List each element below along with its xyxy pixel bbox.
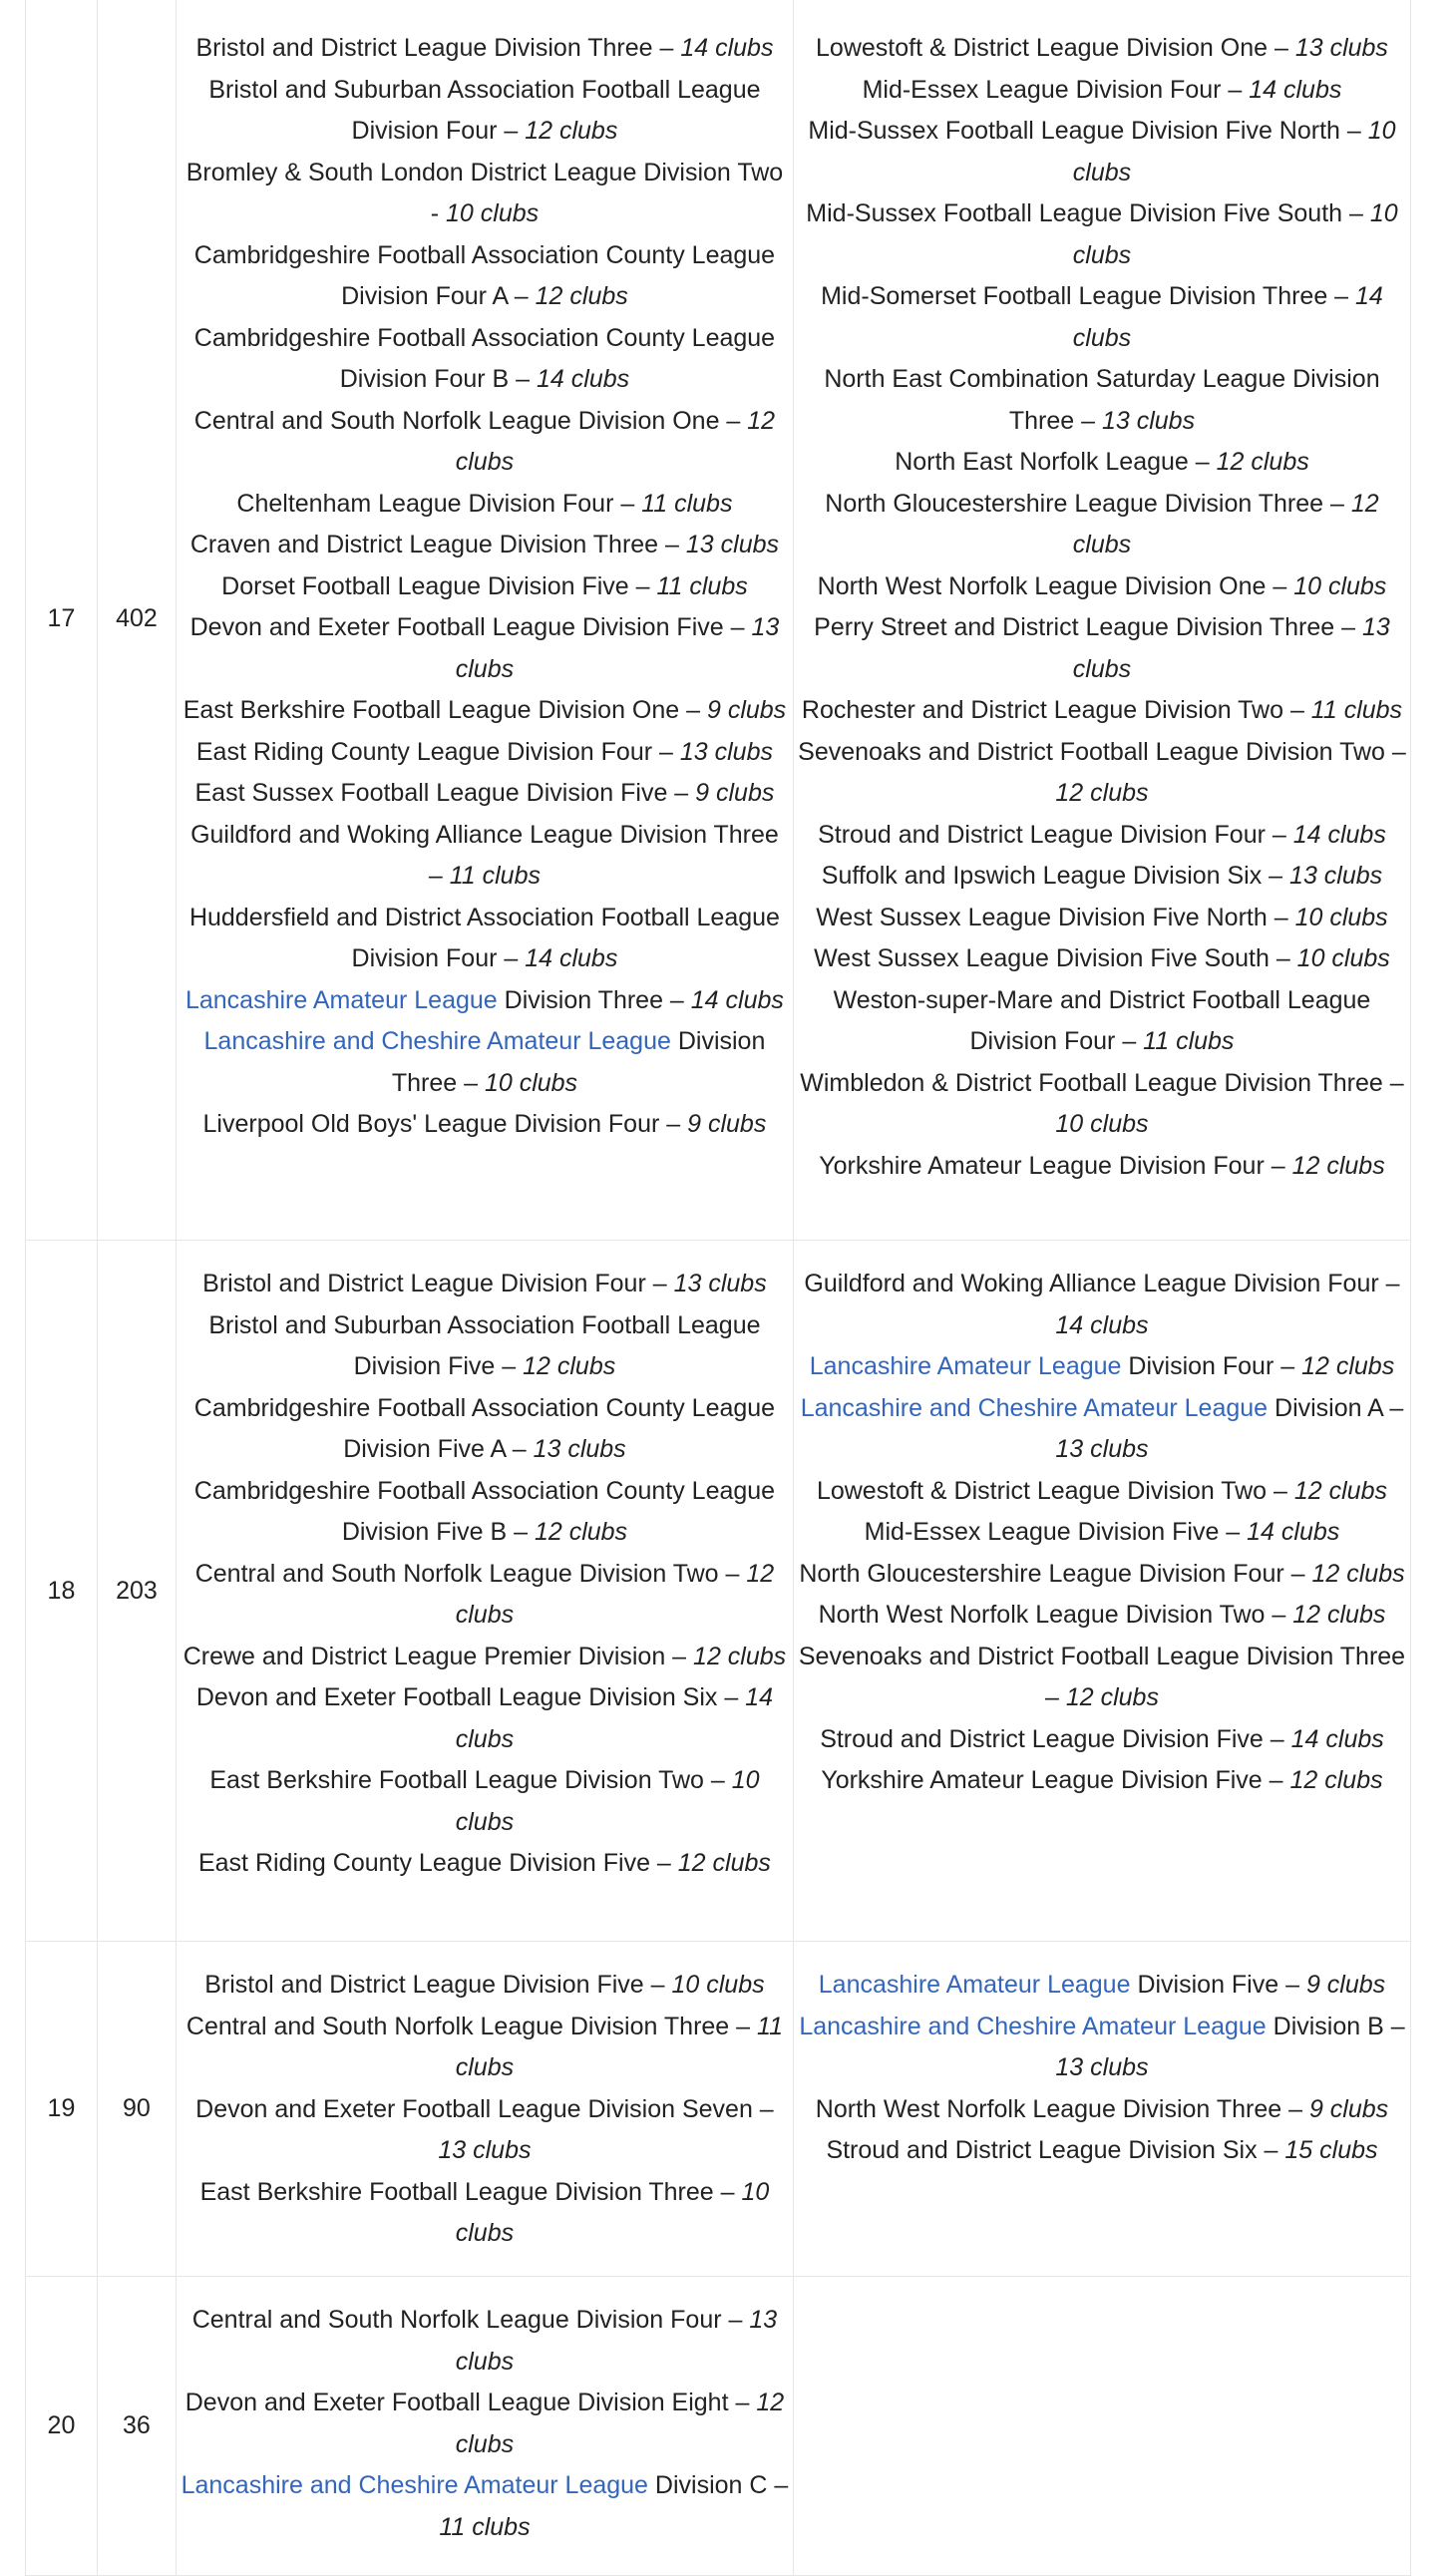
club-count: 9 clubs <box>706 696 787 724</box>
league-name: Central and South Norfolk League Division One – <box>193 406 748 435</box>
league-entry <box>181 1760 789 1843</box>
club-count: 13 clubs <box>685 531 780 558</box>
club-count: 15 clubs <box>1284 2136 1378 2164</box>
league-name: Bromley & South London District League Division Two - <box>185 158 784 227</box>
league-name: Bristol and Suburban Association Football League Division Four – <box>208 75 761 145</box>
league-name: Stroud and District League Division Four – <box>818 820 1293 849</box>
league-list <box>177 1264 793 1885</box>
club-count: 14 clubs <box>525 944 618 972</box>
club-count: 12 clubs <box>455 406 776 476</box>
league-entry <box>798 2130 1406 2172</box>
club-count: 12 clubs <box>1065 1683 1159 1711</box>
club-count: 13 clubs <box>455 2306 778 2376</box>
club-count: 11 clubs <box>455 2012 783 2081</box>
club-count: 12 clubs <box>1301 1352 1395 1380</box>
step-number: 19 <box>26 1942 98 2277</box>
league-name: Division C – <box>647 2471 789 2499</box>
club-count: 14 clubs <box>1292 820 1386 849</box>
league-name: Mid-Somerset Football League Division Three – <box>821 282 1356 310</box>
total-clubs: 36 <box>97 2277 176 2576</box>
league-name: Craven and District League Division Three – <box>189 531 686 558</box>
league-entry <box>798 898 1406 939</box>
league-name: East Riding County League Division Five – <box>197 1849 678 1877</box>
league-entry <box>798 1595 1406 1637</box>
league-entry <box>798 111 1406 193</box>
league-entry <box>181 401 789 484</box>
league-entry <box>798 815 1406 857</box>
club-count: 14 clubs <box>1055 1310 1149 1339</box>
leagues-left-column <box>176 1241 793 1942</box>
league-name: Division Five – <box>1130 1971 1306 1999</box>
league-entry <box>181 484 789 526</box>
club-count: 10 clubs <box>671 1971 765 1999</box>
league-name: West Sussex League Division Five North – <box>816 903 1295 931</box>
league-name: Division Three – <box>391 1027 766 1097</box>
club-count: 11 clubs <box>656 571 748 600</box>
table-body <box>26 0 1411 2576</box>
leagues-right-column <box>793 1942 1410 2277</box>
league-entry <box>798 690 1406 732</box>
league-name: Devon and Exeter Football League Division Seven – <box>195 2094 774 2123</box>
league-name: Crewe and District League Premier Division – <box>182 1642 694 1670</box>
league-entry <box>181 607 789 690</box>
league-name: Devon and Exeter Football League Division Six – <box>195 1683 746 1711</box>
club-count: 9 clubs <box>1305 1971 1386 1999</box>
club-count: 12 clubs <box>455 2389 785 2458</box>
league-list <box>177 1965 793 2255</box>
club-count: 12 clubs <box>677 1849 771 1877</box>
league-entry <box>181 235 789 318</box>
club-count: 14 clubs <box>690 985 784 1014</box>
step-number: 18 <box>26 1241 98 1942</box>
league-name: Bristol and Suburban Association Football League Division Five – <box>208 1310 761 1380</box>
league-link[interactable]: Lancashire Amateur League <box>184 985 498 1014</box>
league-name: Mid-Essex League Division Four – <box>862 75 1250 104</box>
league-name: North West Norfolk League Division One – <box>817 571 1294 600</box>
league-name: Division Three – <box>497 985 691 1014</box>
league-list <box>794 1264 1410 1802</box>
club-count: 11 clubs <box>1310 696 1403 724</box>
club-count: 10 clubs <box>1294 903 1388 931</box>
league-entry <box>181 1471 789 1554</box>
league-name: Mid-Sussex Football League Division Five South – <box>806 199 1370 227</box>
league-entry <box>181 2007 789 2089</box>
league-name: Dorset Football League Division Five – <box>221 571 657 600</box>
league-name: Central and South Norfolk League Division Three – <box>185 2012 758 2040</box>
league-entry <box>181 1264 789 1305</box>
total-clubs: 402 <box>97 0 176 1241</box>
league-name: Lowestoft & District League Division Two – <box>816 1476 1294 1505</box>
club-count: 10 clubs <box>1072 199 1398 269</box>
league-name: East Sussex Football League Division Five – <box>194 779 696 807</box>
league-entry <box>181 2089 789 2172</box>
table-row <box>26 1241 1411 1942</box>
league-entry <box>181 28 789 70</box>
table-row <box>26 2277 1411 2576</box>
club-count: 12 clubs <box>1055 779 1149 807</box>
league-name: West Sussex League Division Five South – <box>814 944 1297 972</box>
club-count: 9 clubs <box>687 1110 767 1138</box>
club-count: 14 clubs <box>680 34 774 62</box>
table-row <box>26 0 1411 1241</box>
league-name: North Gloucestershire League Division Three – <box>825 489 1351 518</box>
leagues-left-column <box>176 2277 793 2576</box>
club-count: 10 clubs <box>1055 1110 1149 1138</box>
league-name: North Gloucestershire League Division Four – <box>799 1559 1312 1588</box>
club-count: 13 clubs <box>1101 406 1196 435</box>
league-name: Guildford and Woking Alliance League Division Three – <box>190 820 779 890</box>
league-name: East Riding County League Division Four – <box>195 737 680 766</box>
club-count: 14 clubs <box>1290 1724 1384 1753</box>
league-name: East Berkshire Football League Division Three – <box>199 2177 742 2206</box>
league-name: North West Norfolk League Division Two – <box>818 1601 1293 1629</box>
league-name: Division B – <box>1266 2012 1405 2040</box>
league-name: East Berkshire Football League Division One – <box>182 696 707 724</box>
club-count: 13 clubs <box>533 1435 626 1463</box>
club-count: 12 clubs <box>1289 1766 1383 1794</box>
league-entry <box>798 1471 1406 1513</box>
league-entry <box>181 1965 789 2007</box>
league-name: North West Norfolk League Division Three – <box>815 2094 1309 2123</box>
club-count: 14 clubs <box>1247 1518 1340 1546</box>
league-entry <box>798 1146 1406 1188</box>
club-count: 12 clubs <box>525 117 618 145</box>
league-name: North East Norfolk League – <box>895 448 1217 476</box>
league-entry <box>181 1677 789 1760</box>
league-link[interactable]: Lancashire Amateur League <box>818 1971 1131 1999</box>
league-entry <box>181 1388 789 1471</box>
league-entry <box>181 690 789 732</box>
league-list <box>794 1965 1410 2172</box>
club-count: 10 clubs <box>484 1068 578 1097</box>
league-entry <box>798 607 1406 690</box>
league-list <box>177 2300 793 2548</box>
leagues-right-column <box>793 1241 1410 1942</box>
league-entry <box>181 2172 789 2255</box>
league-entry <box>181 732 789 774</box>
league-entry <box>798 2089 1406 2131</box>
club-count: 12 clubs <box>1311 1559 1405 1588</box>
club-count: 14 clubs <box>455 1683 774 1753</box>
club-count: 12 clubs <box>535 282 628 310</box>
leagues-left-column <box>176 1942 793 2277</box>
club-count: 11 clubs <box>641 489 733 518</box>
league-name: Weston-super-Mare and District Football League Division Four – <box>833 985 1371 1055</box>
club-count: 12 clubs <box>1072 489 1379 558</box>
league-name: Bristol and District League Division Three – <box>195 34 681 62</box>
league-entry <box>798 1719 1406 1761</box>
league-name: Devon and Exeter Football League Division Eight – <box>184 2389 757 2416</box>
league-entry <box>181 1021 789 1104</box>
total-clubs: 90 <box>97 1942 176 2277</box>
leagues-right-column <box>793 0 1410 1241</box>
league-entry <box>798 732 1406 815</box>
league-link[interactable]: Lancashire Amateur League <box>809 1352 1122 1380</box>
league-name: Division Four – <box>1121 1352 1302 1380</box>
league-name: Liverpool Old Boys' League Division Four – <box>202 1110 688 1138</box>
league-entry <box>798 1760 1406 1802</box>
club-count: 13 clubs <box>455 613 780 683</box>
league-name: Sevenoaks and District Football League Division Two – <box>798 737 1406 766</box>
league-entry <box>181 2383 789 2465</box>
table-row <box>26 1942 1411 2277</box>
league-entry <box>181 773 789 815</box>
club-count: 14 clubs <box>537 365 630 393</box>
league-entry <box>798 359 1406 442</box>
league-entry <box>181 2465 789 2548</box>
league-name: Stroud and District League Division Six – <box>826 2136 1285 2164</box>
league-entry <box>181 980 789 1022</box>
leagues-right-column <box>793 2277 1410 2576</box>
league-name: Division A – <box>1268 1393 1404 1422</box>
league-name: Devon and Exeter Football League Division Five – <box>189 613 752 641</box>
league-name: Guildford and Woking Alliance League Division Four – <box>804 1270 1400 1297</box>
league-name: Rochester and District League Division Two – <box>801 696 1311 724</box>
league-name: Central and South Norfolk League Division Two – <box>194 1559 747 1588</box>
step-number: 20 <box>26 2277 98 2576</box>
club-count: 13 clubs <box>438 2136 532 2164</box>
club-count: 13 clubs <box>1294 34 1388 62</box>
club-count: 13 clubs <box>673 1270 767 1297</box>
league-link[interactable]: Lancashire and Cheshire Amateur League <box>799 2012 1267 2040</box>
club-count: 13 clubs <box>679 737 773 766</box>
league-name: North East Combination Saturday League Division Three – <box>824 365 1380 435</box>
league-name: Cambridgeshire Football Association County League Division Five A – <box>193 1393 776 1463</box>
league-entry <box>181 1637 789 1678</box>
league-entry <box>798 938 1406 980</box>
club-count: 10 clubs <box>1296 944 1390 972</box>
league-name: Bristol and District League Division Five – <box>204 1971 672 1999</box>
league-entry <box>181 1104 789 1146</box>
club-count: 12 clubs <box>1293 1476 1387 1505</box>
league-entry <box>181 815 789 898</box>
club-count: 12 clubs <box>455 1559 775 1629</box>
league-name: Cambridgeshire Football Association County League Division Four A – <box>193 240 776 310</box>
club-count: 9 clubs <box>695 779 775 807</box>
league-entry <box>798 856 1406 898</box>
league-entry <box>798 1388 1406 1471</box>
club-count: 10 clubs <box>455 2177 770 2247</box>
league-link[interactable]: Lancashire and Cheshire Amateur League <box>181 2471 648 2499</box>
league-entry <box>798 1264 1406 1346</box>
league-name: Perry Street and District League Division Three – <box>814 613 1362 641</box>
league-name: Lowestoft & District League Division One – <box>816 34 1295 62</box>
league-name: Mid-Essex League Division Five – <box>864 1518 1248 1546</box>
club-count: 12 clubs <box>693 1642 787 1670</box>
league-entry <box>181 1554 789 1637</box>
total-clubs: 203 <box>97 1241 176 1942</box>
club-count: 11 clubs <box>1143 1027 1235 1055</box>
league-entry <box>181 898 789 980</box>
club-count: 9 clubs <box>1308 2094 1389 2123</box>
leagues-left-column <box>176 0 793 1241</box>
club-count: 11 clubs <box>449 862 541 890</box>
league-entry <box>798 28 1406 70</box>
league-link[interactable]: Lancashire and Cheshire Amateur League <box>203 1027 671 1055</box>
league-entry <box>798 442 1406 484</box>
club-count: 13 clubs <box>1289 862 1383 890</box>
league-entry <box>798 980 1406 1063</box>
club-count: 12 clubs <box>534 1518 628 1546</box>
league-entry <box>181 70 789 153</box>
league-name: Mid-Sussex Football League Division Five North – <box>808 117 1368 145</box>
league-entry <box>798 1554 1406 1596</box>
league-entry <box>181 525 789 566</box>
league-name: Wimbledon & District Football League Division Three – <box>800 1068 1404 1097</box>
club-count: 14 clubs <box>1249 75 1342 104</box>
club-count: 13 clubs <box>1072 613 1390 683</box>
league-name: Cheltenham League Division Four – <box>236 489 642 518</box>
league-name: Stroud and District League Division Five – <box>820 1724 1291 1753</box>
league-entry <box>181 318 789 401</box>
club-count: 13 clubs <box>1055 2053 1149 2081</box>
league-entry <box>798 1346 1406 1388</box>
league-entry <box>798 276 1406 359</box>
league-name: Cambridgeshire Football Association County League Division Four B – <box>193 323 776 393</box>
club-count: 12 clubs <box>1216 448 1309 476</box>
club-count: 10 clubs <box>1293 571 1387 600</box>
league-name: Suffolk and Ipswich League Division Six – <box>821 862 1290 890</box>
club-count: 10 clubs <box>1072 117 1396 186</box>
league-entry <box>798 1512 1406 1554</box>
league-entry <box>798 484 1406 566</box>
club-count: 13 clubs <box>1055 1435 1149 1463</box>
step-number: 17 <box>26 0 98 1241</box>
league-name: Yorkshire Amateur League Division Five – <box>821 1766 1290 1794</box>
league-link[interactable]: Lancashire and Cheshire Amateur League <box>800 1393 1269 1422</box>
club-count: 12 clubs <box>523 1352 616 1380</box>
league-entry <box>798 1637 1406 1719</box>
league-entry <box>181 153 789 235</box>
league-entry <box>181 2300 789 2383</box>
league-list <box>794 28 1410 1187</box>
club-count: 11 clubs <box>439 2512 531 2541</box>
league-name: Yorkshire Amateur League Division Four – <box>819 1151 1292 1180</box>
club-count: 14 clubs <box>1072 282 1383 352</box>
club-count: 10 clubs <box>455 1766 760 1836</box>
league-name: Bristol and District League Division Four – <box>202 1270 674 1297</box>
club-count: 12 clubs <box>1291 1151 1385 1180</box>
league-list <box>177 28 793 1146</box>
club-count: 12 clubs <box>1292 1601 1386 1629</box>
league-name: East Berkshire Football League Division Two – <box>209 1766 732 1794</box>
league-entry <box>798 193 1406 276</box>
league-name: Sevenoaks and District Football League Division Three – <box>798 1642 1406 1711</box>
club-count: 10 clubs <box>446 199 540 227</box>
league-entry <box>181 1305 789 1388</box>
league-entry <box>181 566 789 608</box>
league-entry <box>798 70 1406 112</box>
league-name: Cambridgeshire Football Association County League Division Five B – <box>193 1476 776 1546</box>
league-name: Huddersfield and District Association Football League Division Four – <box>188 903 780 972</box>
league-entry <box>798 1965 1406 2007</box>
league-name: Central and South Norfolk League Division Four – <box>191 2306 750 2334</box>
league-pyramid-table <box>25 0 1411 2576</box>
league-entry <box>798 566 1406 608</box>
league-entry <box>798 1063 1406 1146</box>
league-entry <box>798 2007 1406 2089</box>
league-entry <box>181 1843 789 1885</box>
